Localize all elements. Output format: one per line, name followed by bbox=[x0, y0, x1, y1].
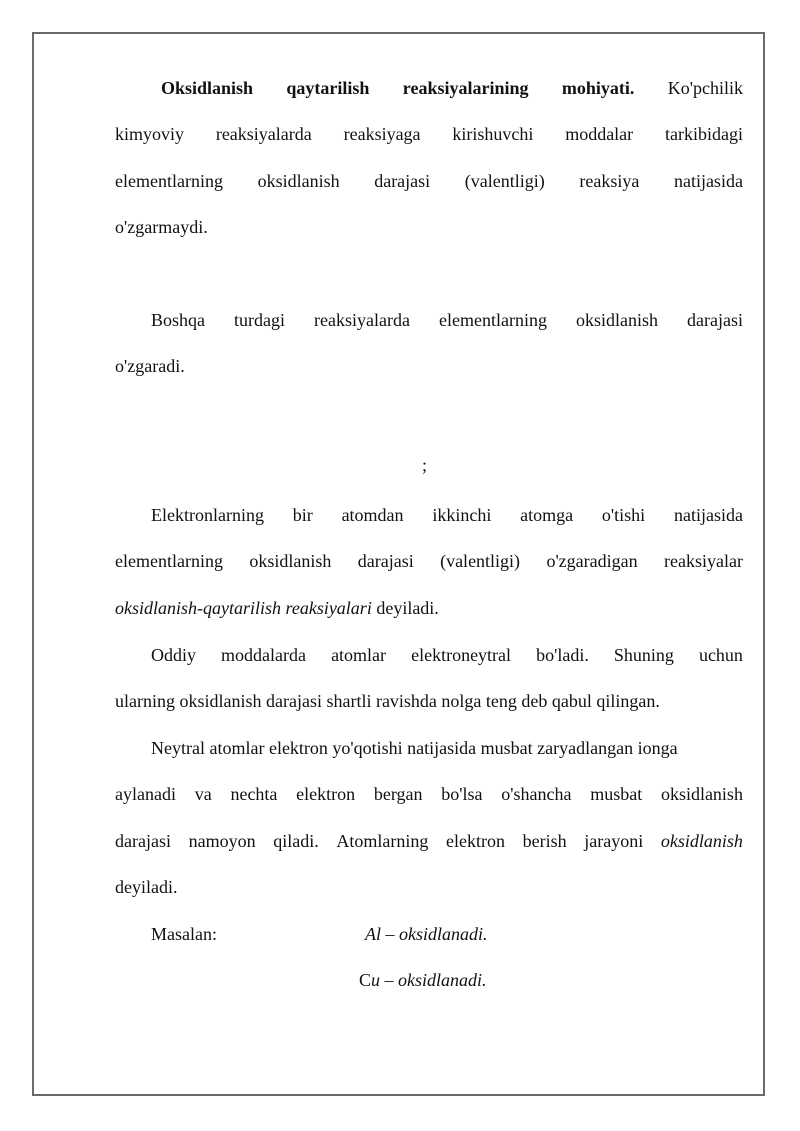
example-line-1: Al – oksidlanadi. bbox=[365, 924, 488, 944]
p1-line-2: kimyoviy reaksiyalarda reaksiyaga kirishuvchi moddalar tarkibidagi bbox=[115, 124, 743, 144]
p4-line-1: Oddiy moddalarda atomlar elektroneytral bo'ladi. Shuning uchun bbox=[151, 645, 743, 665]
p5-term: oksidlanish bbox=[660, 831, 743, 851]
example-label: Masalan: bbox=[151, 924, 217, 944]
p5-line-4: deyiladi. bbox=[115, 877, 178, 897]
separator-semicolon: ; bbox=[422, 455, 428, 475]
p3-line-2: elementlarning oksidlanish darajasi (valentligi) o'zgaradigan reaksiyalar bbox=[115, 551, 743, 571]
p3-term-suffix: deyiladi. bbox=[376, 598, 439, 618]
p1-line-1 bbox=[115, 76, 743, 100]
p1-heading-w3: reaksiyalarining bbox=[402, 78, 529, 98]
example-line-2-prefix: C bbox=[359, 970, 372, 990]
p2-line-2: o'zgaradi. bbox=[115, 356, 185, 376]
p2-line-1: Boshqa turdagi reaksiyalarda elementlarning oksidlanish darajasi bbox=[151, 310, 743, 330]
p3-line-1: Elektronlarning bir atomdan ikkinchi atomga o'tishi natijasida bbox=[151, 505, 743, 525]
example-line-2 bbox=[359, 968, 599, 992]
p1-line-4: o'zgarmaydi. bbox=[115, 217, 208, 237]
p5-line-1: Neytral atomlar elektron yo'qotishi natijasida musbat zaryadlangan ionga bbox=[151, 738, 678, 758]
p1-line-1-text: Ko'pchilik bbox=[667, 78, 743, 98]
p5-line-2: aylanadi va nechta elektron bergan bo'lsa o'shancha musbat oksidlanish bbox=[115, 784, 743, 804]
p1-heading-w2: qaytarilish bbox=[286, 78, 370, 98]
p1-heading-w4: mohiyati. bbox=[561, 78, 635, 98]
p1-heading-w1: Oksidlanish bbox=[161, 78, 254, 98]
p4-line-2: ularning oksidlanish darajasi shartli ravishda nolga teng deb qabul qilingan. bbox=[115, 691, 660, 711]
p1-line-3: elementlarning oksidlanish darajasi (valentligi) reaksiya natijasida bbox=[115, 171, 743, 191]
p3-line-3 bbox=[115, 596, 743, 620]
example-line-2-rest: u – oksidlanadi. bbox=[371, 970, 487, 990]
p5-line-3: darajasi namoyon qiladi. Atomlarning elektron berish jarayoni oksidlanish bbox=[115, 831, 743, 851]
p3-term: oksidlanish-qaytarilish reaksiyalari bbox=[115, 598, 372, 618]
